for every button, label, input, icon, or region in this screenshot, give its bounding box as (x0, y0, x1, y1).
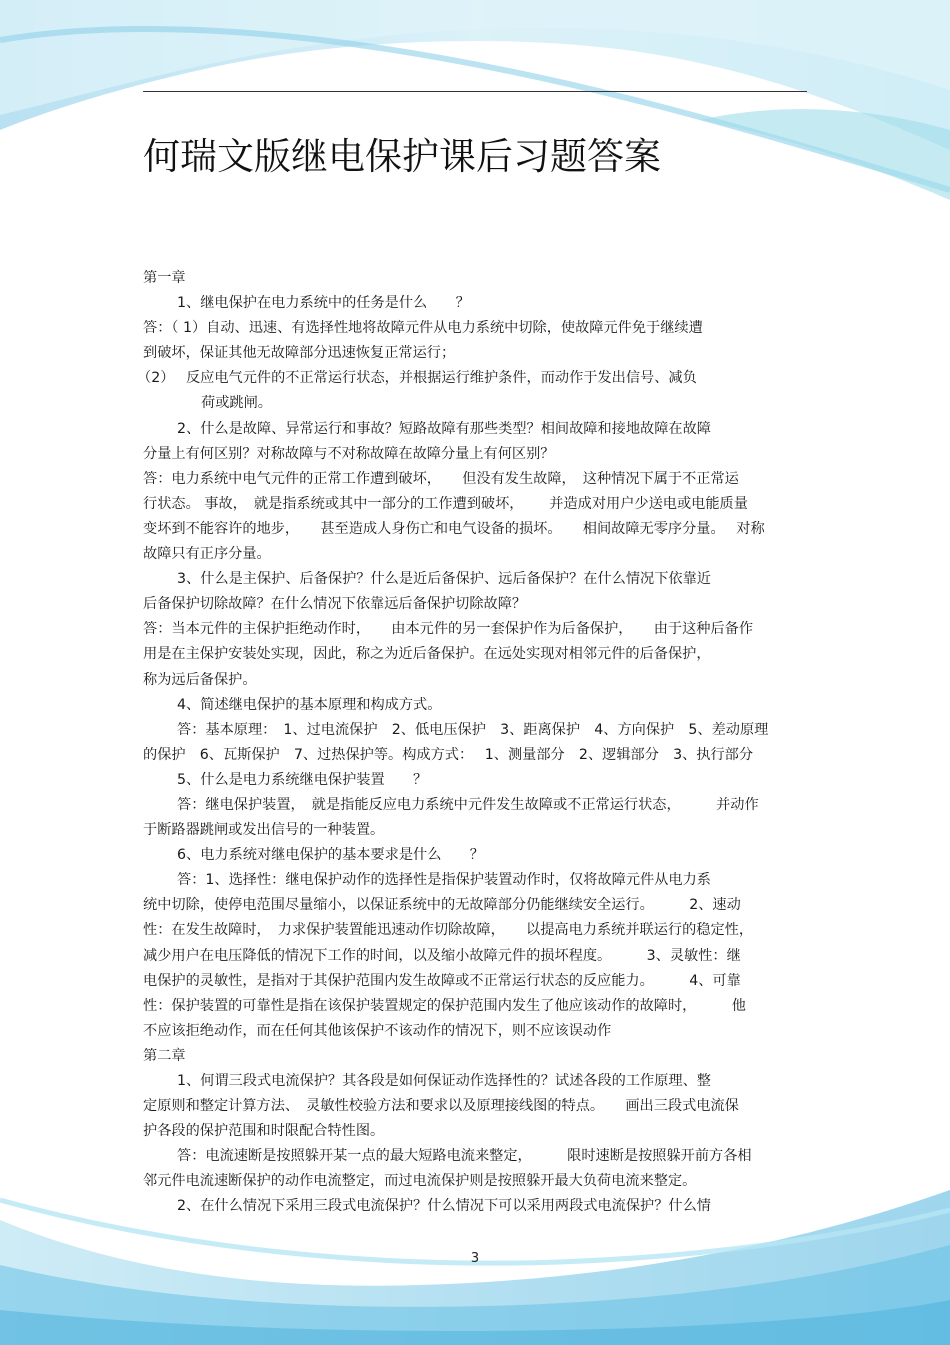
text-line: 分量上有何区别？对称故障与不对称故障在故障分量上有何区别？ (143, 445, 555, 462)
header-rule (143, 91, 807, 92)
text-line: 于断路器跳闸或发出信号的一种装置。 (143, 822, 385, 839)
text-line: 荷或跳闸。 (201, 395, 272, 412)
text-line: 后备保护切除故障？在什么情况下依靠远后备保护切除故障？ (143, 596, 527, 613)
text-line: 3、什么是主保护、后备保护？什么是近后备保护、远后备保护？在什么情况下依靠近 (177, 571, 711, 588)
text-line: 故障只有正序分量。 (143, 546, 271, 563)
document-title: 何瑞文版继电保护课后习题答案 (143, 135, 661, 178)
text-line: 行状态。 事故， 就是指系统或其中一部分的工作遭到破坏， 并造成对用户少送电或电能质量 (143, 495, 748, 512)
text-line: 不应该拒绝动作，而在任何其他该保护不该动作的情况下，则不应该误动作 (143, 1022, 612, 1039)
text-line: 答：电流速断是按照躲开某一点的最大短路电流来整定， 限时速断是按照躲开前方各相 (177, 1148, 752, 1165)
text-line: 到破坏，保证其他无故障部分迅速恢复正常运行； (143, 345, 456, 362)
text-line: 定原则和整定计算方法、 灵敏性校验方法和要求以及原理接线图的特点。 画出三段式电流保 (143, 1098, 739, 1115)
text-line: 答：当本元件的主保护拒绝动作时， 由本元件的另一套保护作为后备保护， 由于这种后备作 (143, 621, 754, 638)
text-line: 性：在发生故障时， 力求保护装置能迅速动作切除故障， 以提高电力系统并联运行的稳定性， (143, 922, 754, 939)
text-line: 答：1、选择性：继电保护动作的选择性是指保护装置动作时，仅将故障元件从电力系 (177, 872, 711, 889)
text-line: 1、继电保护在电力系统中的任务是什么 ？ (177, 295, 470, 312)
text-line: 4、简述继电保护的基本原理和构成方式。 (177, 696, 442, 713)
text-line: 护各段的保护范围和时限配合特性图。 (143, 1123, 385, 1140)
text-line: 电保护的灵敏性，是指对于其保护范围内发生故障或不正常运行状态的反应能力。 4、可靠 (143, 972, 741, 989)
page-number: 3 (470, 1251, 480, 1266)
text-line: 答：（ 1）自动、迅速、有选择性地将故障元件从电力系统中切除，使故障元件免于继续遭 (143, 320, 703, 337)
text-line: 第二章 (143, 1047, 186, 1064)
text-line: 6、电力系统对继电保护的基本要求是什么 ？ (177, 847, 484, 864)
document-body (137, 266, 807, 1220)
text-line: 2、在什么情况下采用三段式电流保护？什么情况下可以采用两段式电流保护？什么情 (177, 1198, 711, 1215)
text-line: 5、什么是电力系统继电保护装置 ？ (177, 771, 428, 788)
text-line: 邻元件电流速断保护的动作电流整定，而过电流保护则是按照躲开最大负荷电流来整定。 (143, 1173, 697, 1190)
text-line: 变坏到不能容许的地步， 甚至造成人身伤亡和电气设备的损坏。 相间故障无零序分量。 对称 (143, 520, 765, 537)
text-line: 答：电力系统中电气元件的正常工作遭到破坏， 但没有发生故障， 这种情况下属于不正常运 (143, 470, 739, 487)
text-line: 第一章 (143, 270, 186, 286)
text-line: 称为远后备保护。 (143, 671, 257, 688)
text-line: 1、何谓三段式电流保护？其各段是如何保证动作选择性的？试述各段的工作原理、整 (177, 1073, 711, 1089)
text-line: 性：保护装置的可靠性是指在该保护装置规定的保护范围内发生了他应该动作的故障时， 他 (143, 997, 746, 1014)
text-line: 减少用户在电压降低的情况下工作的时间，以及缩小故障元件的损坏程度。 3、灵敏性：继 (143, 947, 741, 964)
text-line: （2） 反应电气元件的不正常运行状态，并根据运行维护条件，而动作于发出信号、减负 (137, 370, 697, 387)
text-line: 答：继电保护装置， 就是指能反应电力系统中元件发生故障或不正常运行状态， 并动作 (177, 796, 759, 813)
text-line: 统中切除，使停电范围尽量缩小，以保证系统中的无故障部分仍能继续安全运行。 2、速动 (143, 897, 741, 914)
text-line: 答：基本原理： 1、过电流保护 2、低电压保护 3、距离保护 4、方向保护 5、差动原理 (177, 721, 769, 738)
text-line: 的保护 6、瓦斯保护 7、过热保护等。构成方式： 1、测量部分 2、逻辑部分 3、执行部分 (143, 746, 754, 763)
text-line: 用是在主保护安装处实现，因此，称之为近后备保护。在远处实现对相邻元件的后备保护， (143, 646, 711, 663)
text-line: 2、什么是故障、异常运行和事故？短路故障有那些类型？相间故障和接地故障在故障 (177, 420, 711, 437)
